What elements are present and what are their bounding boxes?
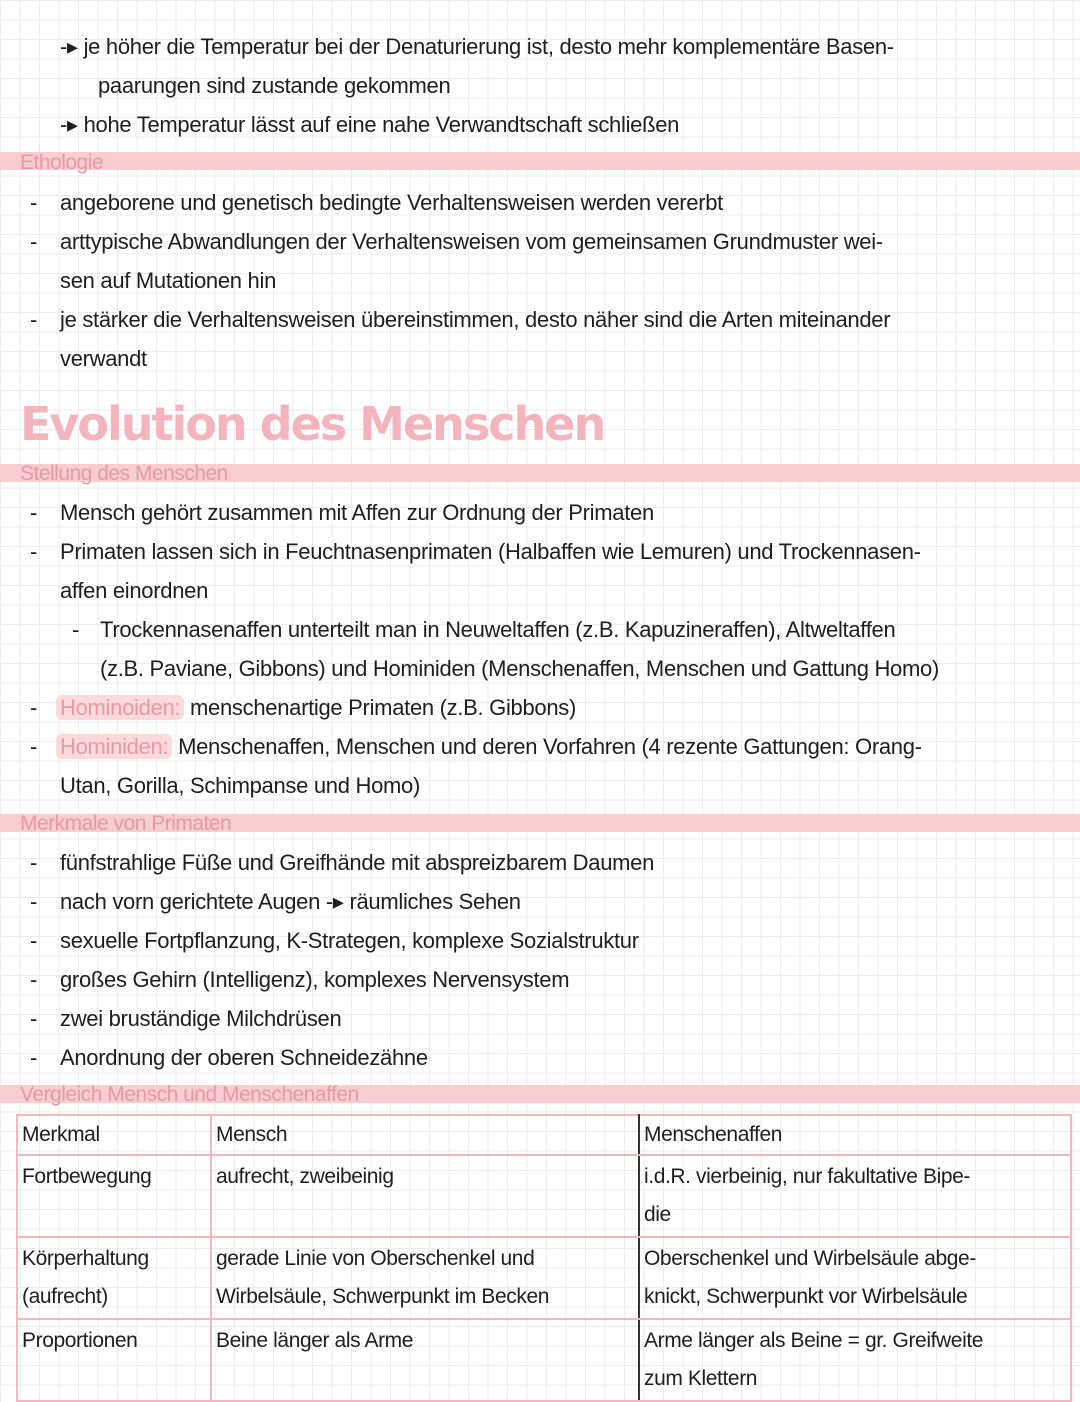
list-item: nach vorn gerichtete Augen -▸ räumliches Sehen: [60, 889, 521, 914]
table-cell: Fortbewegung: [17, 1155, 211, 1237]
bullet: -: [30, 1006, 38, 1031]
table-row: [17, 1319, 1071, 1401]
list-item-continuation: sen auf Mutationen hin: [60, 268, 276, 293]
main-title: Evolution des Menschen: [20, 397, 605, 451]
table-cell: aufrecht, zweibeinig: [211, 1155, 639, 1237]
list-item: zwei bruständige Milchdrüsen: [60, 1006, 342, 1031]
cell-line: (aufrecht): [22, 1285, 108, 1308]
table-header-cell: Menschenaffen: [639, 1115, 1071, 1155]
table-row: [17, 1237, 1071, 1319]
term-highlight: Hominoiden:: [56, 695, 184, 720]
sub-list-item-continuation: (z.B. Paviane, Gibbons) und Hominiden (Menschenaffen, Menschen und Gattung Homo): [100, 656, 939, 681]
definition-hominiden: [56, 732, 922, 762]
definition-hominoiden: [56, 693, 576, 723]
list-item: angeborene und genetisch bedingte Verhaltensweisen werden vererbt: [60, 190, 723, 215]
list-item: je stärker die Verhaltensweisen übereinstimmen, desto näher sind die Arten miteinander: [60, 307, 891, 332]
table-header-cell: Mensch: [211, 1115, 639, 1155]
bullet: -: [30, 734, 38, 759]
section-heading-vergleich: Vergleich Mensch und Menschenaffen: [20, 1083, 359, 1106]
bullet: -: [30, 695, 38, 720]
bullet: -: [30, 967, 38, 992]
definition-text: Menschenaffen, Menschen und deren Vorfahren (4 rezente Gattungen: Orang-: [178, 734, 922, 759]
table-cell: [639, 1237, 1071, 1319]
list-item: arttypische Abwandlungen der Verhaltensweisen vom gemeinsamen Grundmuster wei-: [60, 229, 883, 254]
table-cell: [639, 1319, 1071, 1401]
cell-line: Oberschenkel und Wirbelsäule abge-: [644, 1247, 976, 1270]
table-header-row: [17, 1115, 1071, 1155]
bullet: -: [30, 229, 38, 254]
table-cell: [17, 1237, 211, 1319]
bullet: -: [30, 539, 38, 564]
bullet: -: [30, 307, 38, 332]
definition-text: menschenartige Primaten (z.B. Gibbons): [190, 695, 577, 720]
sub-list-item: Trockennasenaffen unterteilt man in Neuweltaffen (z.B. Kapuzineraffen), Altweltaffen: [100, 617, 896, 642]
cell-line: knickt, Schwerpunkt vor Wirbelsäule: [644, 1285, 968, 1308]
table-cell: Proportionen: [17, 1319, 211, 1401]
section-heading-merkmale: Merkmale von Primaten: [20, 812, 232, 835]
bullet: -: [30, 850, 38, 875]
comparison-table: [16, 1114, 1072, 1402]
bullet: -: [30, 500, 38, 525]
list-item: fünfstrahlige Füße und Greifhände mit abspreizbarem Daumen: [60, 850, 655, 875]
cell-line: Arme länger als Beine = gr. Greifweite: [644, 1329, 984, 1352]
bullet: -: [30, 928, 38, 953]
list-item-continuation: verwandt: [60, 346, 147, 371]
table-header-cell: Merkmal: [17, 1115, 211, 1155]
table-cell: [211, 1237, 639, 1319]
list-item: Mensch gehört zusammen mit Affen zur Ordnung der Primaten: [60, 500, 654, 525]
intro-line-2: paarungen sind zustande gekommen: [98, 73, 451, 98]
term-highlight: Hominiden:: [56, 734, 172, 759]
cell-line: Wirbelsäule, Schwerpunkt im Becken: [216, 1285, 550, 1308]
bullet: -: [30, 889, 38, 914]
cell-line: zum Klettern: [644, 1367, 758, 1390]
list-item: Primaten lassen sich in Feuchtnasenprimaten (Halbaffen wie Lemuren) und Trockennasen-: [60, 539, 921, 564]
list-item: sexuelle Fortpflanzung, K-Strategen, komplexe Sozialstruktur: [60, 928, 639, 953]
section-heading-stellung: Stellung des Menschen: [20, 462, 228, 485]
intro-line-3: -▸ hohe Temperatur lässt auf eine nahe Verwandtschaft schließen: [60, 112, 680, 137]
cell-line: Körperhaltung: [22, 1247, 149, 1270]
list-item-continuation: affen einordnen: [60, 578, 209, 603]
intro-line-1: -▸ je höher die Temperatur bei der Denaturierung ist, desto mehr komplementäre Basen-: [60, 34, 894, 59]
bullet: -: [30, 190, 38, 215]
bullet: -: [30, 1045, 38, 1070]
table-cell: Beine länger als Arme: [211, 1319, 639, 1401]
sub-bullet: -: [72, 617, 80, 642]
cell-line: i.d.R. vierbeinig, nur fakultative Bipe-: [644, 1165, 970, 1188]
section-band: [0, 152, 1080, 170]
cell-line: die: [644, 1203, 671, 1226]
table-row: [17, 1155, 1071, 1237]
list-item: großes Gehirn (Intelligenz), komplexes Nervensystem: [60, 967, 570, 992]
cell-line: gerade Linie von Oberschenkel und: [216, 1247, 535, 1270]
table-cell: [639, 1155, 1071, 1237]
list-item: Anordnung der oberen Schneidezähne: [60, 1045, 428, 1070]
definition-continuation: Utan, Gorilla, Schimpanse und Homo): [60, 773, 420, 798]
section-heading-ethologie: Ethologie: [20, 151, 104, 174]
